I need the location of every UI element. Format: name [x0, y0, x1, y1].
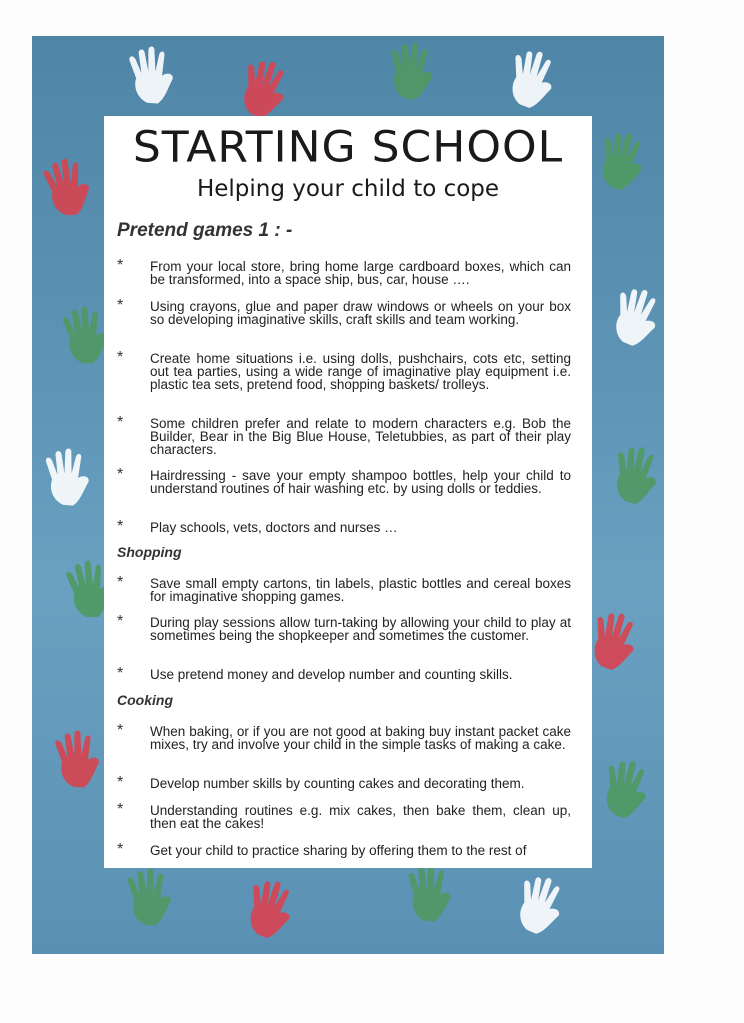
- page-title: STARTING SCHOOL: [132, 122, 564, 173]
- handprint-icon: [586, 126, 658, 198]
- bullet-star-icon: *: [117, 574, 124, 591]
- bullet-star-icon: *: [117, 466, 124, 483]
- handprint-icon: [233, 873, 307, 947]
- bullet-star-icon: *: [117, 801, 124, 818]
- handprint-icon: [502, 868, 578, 944]
- handprint-icon: [396, 860, 464, 928]
- bullet-star-icon: *: [117, 613, 124, 630]
- handprint-icon: [116, 40, 188, 112]
- handprint-icon: [590, 754, 662, 826]
- handprint-icon: [380, 40, 444, 104]
- section-heading-pretend-games: Pretend games 1 : -: [117, 220, 293, 241]
- bullet-star-icon: *: [117, 414, 124, 431]
- bullet-star-icon: *: [117, 774, 124, 791]
- bullet-star-icon: *: [117, 518, 124, 535]
- handprint-icon: [33, 443, 103, 513]
- section-heading-cooking: Cooking: [117, 692, 173, 708]
- section-heading-shopping: Shopping: [117, 544, 182, 560]
- page-subtitle: Helping your child to cope: [196, 176, 500, 202]
- handprint-icon: [115, 863, 185, 933]
- handprint-icon: [495, 43, 569, 117]
- bullet-star-icon: *: [117, 665, 124, 682]
- handprint-icon: [601, 441, 671, 511]
- bullet-star-icon: *: [117, 722, 124, 739]
- document-panel: STARTING SCHOOL Helping your child to cope Pretend games 1 : - * From your local store, bring home large cardboard boxes, which can be transformed, into a space ship, bus, car, house …. * Using crayons, glue and paper draw windows or wheels on your box so developing imaginative skills, craft skills and team working. * Create home situations i.e. using dolls, pushchairs, cots etc, setting out tea parties, using a wide range of imaginative play equipment i.e. plastic tea sets, pretend food, shopping baskets/ trolleys. * Some children prefer and relate to modern characters e.g. Bob the Builder, Bear in the Big Blue House, Teletubbies, as part of their play characters. * Hairdressing - save your empty shampoo bottles, help your child to understand routines of hair washing etc. by using dolls or teddies. * Play schools, vets, doctors and nurses … Shopping * Save small empty cartons, tin labels, plastic bottles and cereal boxes for imaginative shopping games. * During play sessions allow turn-taking by allowing your child to play at sometimes being the shopkeeper and sometimes the customer. * Use pretend money and develop number and counting skills. Cooking * When baking, or if you are not good at baking buy instant packet cake mixes, try and involve your child in the simple tasks of making a cake. * Develop number skills by counting cakes and decorating them. * Understanding routines e.g. mix cakes, then bake them, clean up, then eat the cakes! * Get your child to practice sharing by offering them to the rest of: [104, 116, 592, 868]
- bullet-star-icon: *: [117, 297, 124, 314]
- handprint-icon: [598, 280, 674, 356]
- bullet-star-icon: *: [117, 349, 124, 366]
- bullet-star-icon: *: [117, 841, 124, 858]
- bullet-star-icon: *: [117, 257, 124, 274]
